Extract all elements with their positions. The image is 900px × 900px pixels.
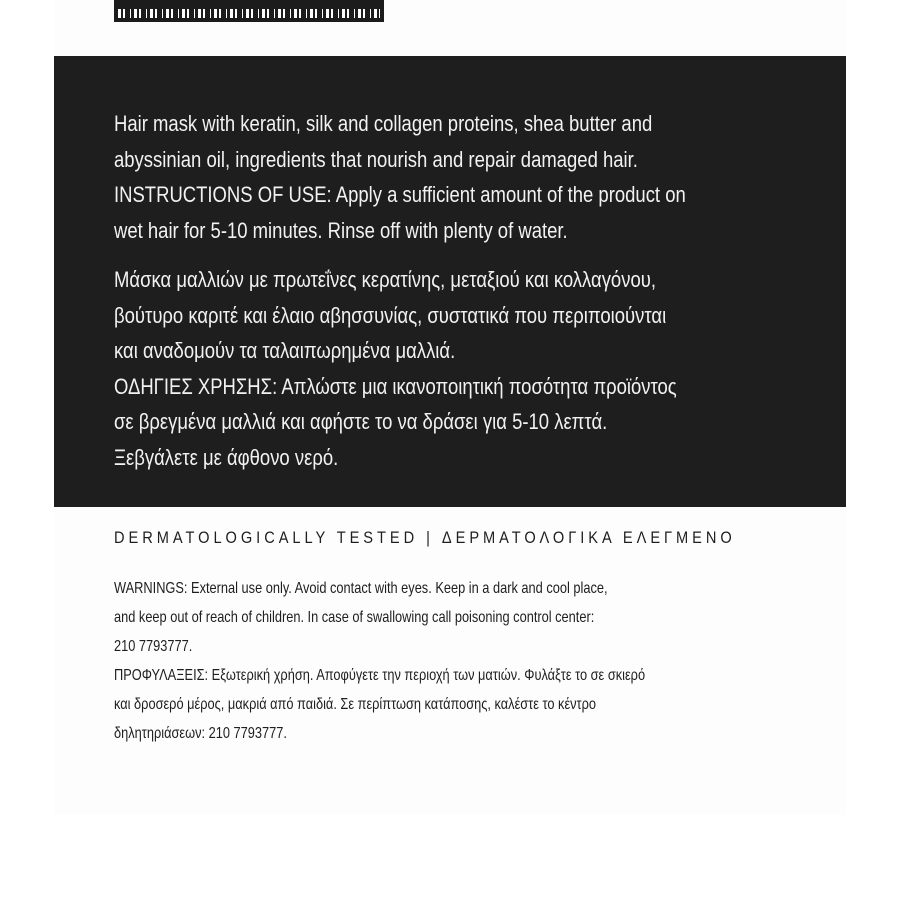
- barcode-graphic: [114, 0, 384, 22]
- description-en-line: wet hair for 5-10 minutes. Rinse off with plenty of water.: [114, 217, 568, 243]
- description-gr-line: Μάσκα μαλλιών με πρωτεΐνες κερατίνης, μεταξιού και κολλαγόνου,: [114, 267, 656, 292]
- warnings-gr-line: δηλητηριάσεων: 210 7793777.: [114, 725, 287, 742]
- description-en: [114, 106, 694, 248]
- description-gr-line: και αναδομούν τα ταλαιπωρημένα μαλλιά.: [114, 338, 456, 363]
- warnings-en-line: WARNINGS: External use only. Avoid contact with eyes. Keep in a dark and cool place,: [114, 580, 608, 597]
- description-gr: [114, 262, 694, 475]
- description-en-line: Hair mask with keratin, silk and collagen proteins, shea butter and: [114, 111, 653, 136]
- dermatologically-tested-label: DERMATOLOGICALLY TESTED | ΔΕΡΜΑΤΟΛΟΓΙΚΑ ΕΛΕΓΜΕΝΟ: [114, 528, 736, 547]
- warnings-en-line: 210 7793777.: [114, 638, 193, 655]
- warnings-block: [114, 574, 645, 748]
- description-gr-line: βούτυρο καριτέ και έλαιο αβησσυνίας, συστατικά που περιποιούνται: [114, 302, 667, 328]
- description-gr-line: ΟΔΗΓΙΕΣ ΧΡΗΣΗΣ: Απλώστε μια ικανοποιητική ποσότητα προϊόντος: [114, 373, 677, 399]
- warnings-gr-line: ΠΡΟΦΥΛΑΞΕΙΣ: Εξωτερική χρήση. Αποφύγετε την περιοχή των ματιών. Φυλάξτε το σε σκιερό: [114, 667, 646, 684]
- description-en-line: abyssinian oil, ingredients that nourish and repair damaged hair.: [114, 146, 638, 172]
- description-en-line: INSTRUCTIONS OF USE: Apply a sufficient amount of the product on: [114, 182, 686, 207]
- warnings-gr-line: και δροσερό μέρος, μακριά από παιδιά. Σε περίπτωση κατάποσης, καλέστε το κέντρο: [114, 696, 597, 713]
- barcode-bars: [118, 9, 380, 18]
- warnings-en-line: and keep out of reach of children. In case of swallowing call poisoning control center:: [114, 609, 595, 626]
- description-gr-line: σε βρεγμένα μαλλιά και αφήστε το να δράσει για 5-10 λεπτά.: [114, 409, 608, 434]
- description-gr-line: Ξεβγάλετε με άφθονο νερό.: [114, 444, 339, 470]
